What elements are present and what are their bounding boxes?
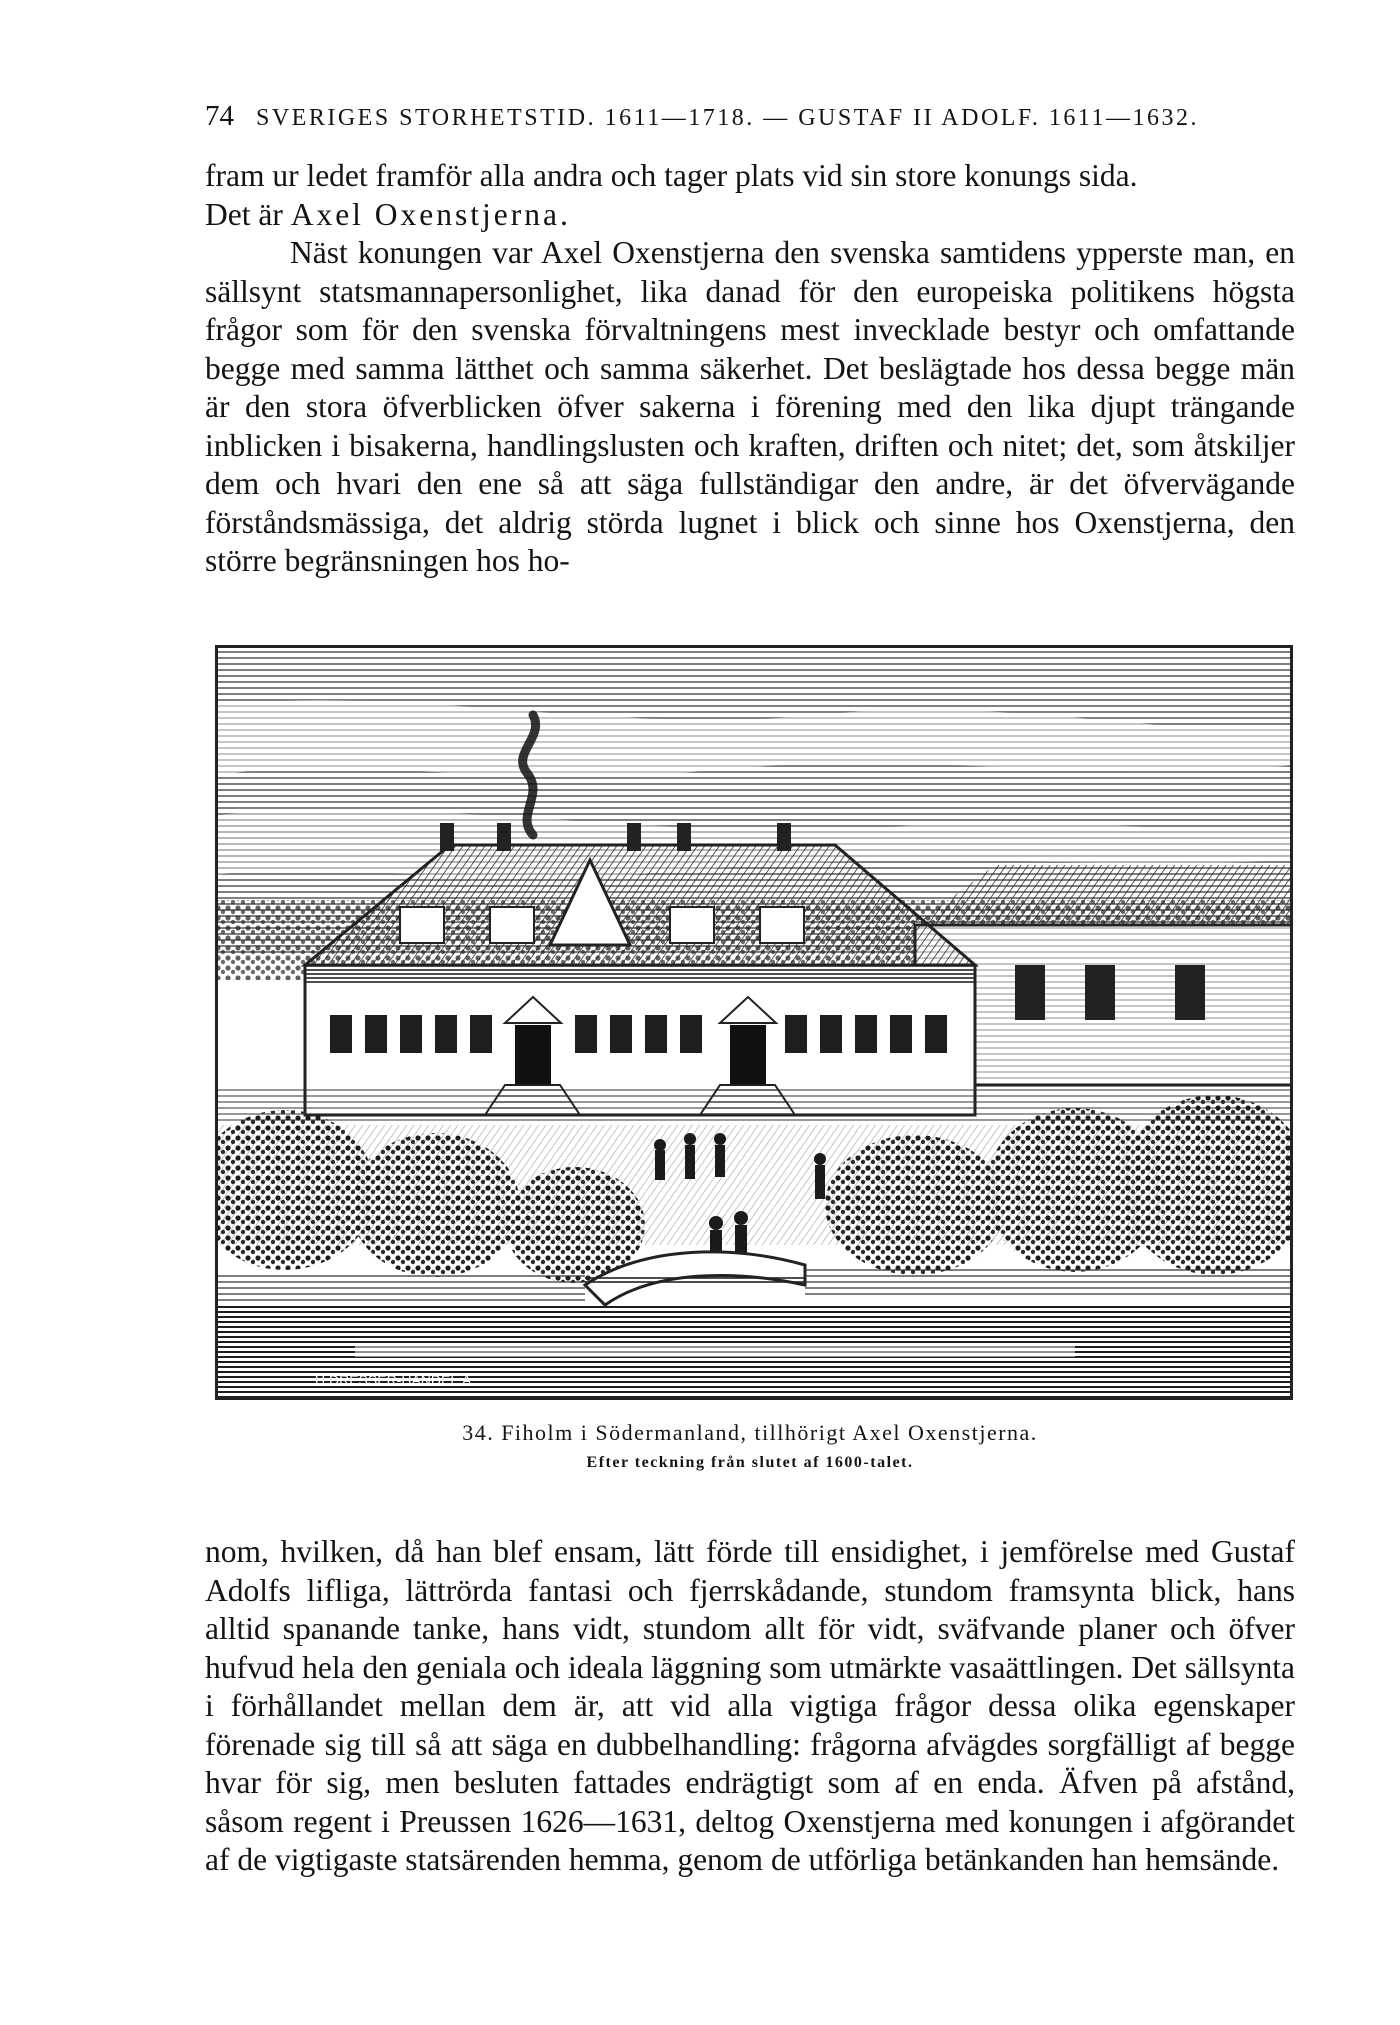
page-number: 74 <box>205 100 234 132</box>
paragraph-oxenstjerna: Näst konungen var Axel Oxenstjerna den svenska samtidens ypperste man, en sällsynt statsmannapersonlighet, lika danad för den europeiska politikens högsta frågor som för den svenska förvaltningens mest invecklade bestyr och omfattande begge med samma lätthet och samma säkerhet. Det beslägtade hos dessa begge män är den stora öfverblicken öfver sakerna i förening med den lika djupt trängande inblicken i bisakerna, handlingslusten och kraften, driften och nitet; det, som åtskiljer dem och hvari den ene så att säga fullständigar den andre, är det öfvervägande förståndsmässiga, det aldrig störda lugnet i blick och sinne hos Oxenstjerna, den större begränsningen hos ho- <box>205 235 1295 578</box>
running-header <box>205 100 1295 140</box>
engraving-illustration <box>215 645 1293 1400</box>
name-axel-oxenstjerna: Axel Oxenstjerna. <box>290 196 571 232</box>
engraving-signature: H.DRESSER-HANDEL.A. <box>315 1372 476 1388</box>
running-title: SVERIGES STORHETSTID. 1611—1718. — GUSTAF II ADOLF. 1611—1632. <box>256 105 1199 131</box>
engraving-bridge <box>215 1252 1293 1305</box>
figure-caption: 34. Fiholm i Södermanland, tillhörigt Axel Oxenstjerna. <box>462 1420 1038 1445</box>
name-line-lead: Det är <box>205 196 291 232</box>
paragraph-name-line <box>205 196 1295 235</box>
text-block-top <box>205 157 1295 581</box>
engraving-fiholm <box>215 645 1293 1400</box>
text-block-bottom <box>205 1533 1295 1880</box>
paragraph-continuation: fram ur ledet framför alla andra och tager plats vid sin store konungs sida. <box>205 158 1138 193</box>
paragraph-continuation-bottom: nom, hvilken, då han blef ensam, lätt förde till ensidighet, i jemförelse med Gustaf Adolfs lifliga, lättrörda fantasi och fjerrskådande, stundom framsynta blick, hans alltid spanande tanke, hans vidt, stundom allt för vidt, sväfvande planer och öfver hufvud hela den geniala och ideala läggning som utmärkte vasaättlingen. Det sällsynta i förhållandet mellan dem är, att vid alla vigtiga frågor dessa olika egenskaper förenade sig till så att säga en dubbelhandling: frågorna afvägdes sorgfälligt af begge hvar för sig, men besluten fattades endrägtigt som af en enda. Äfven på afstånd, såsom regent i Preussen 1626—1631, deltog Oxenstjerna med konungen i afgörandet af de vigtigaste statsärenden hemma, genom de utförliga betänkanden han hemsände. <box>205 1534 1295 1877</box>
figure-caption-source: Efter teckning från slutet af 1600-talet. <box>586 1454 914 1471</box>
